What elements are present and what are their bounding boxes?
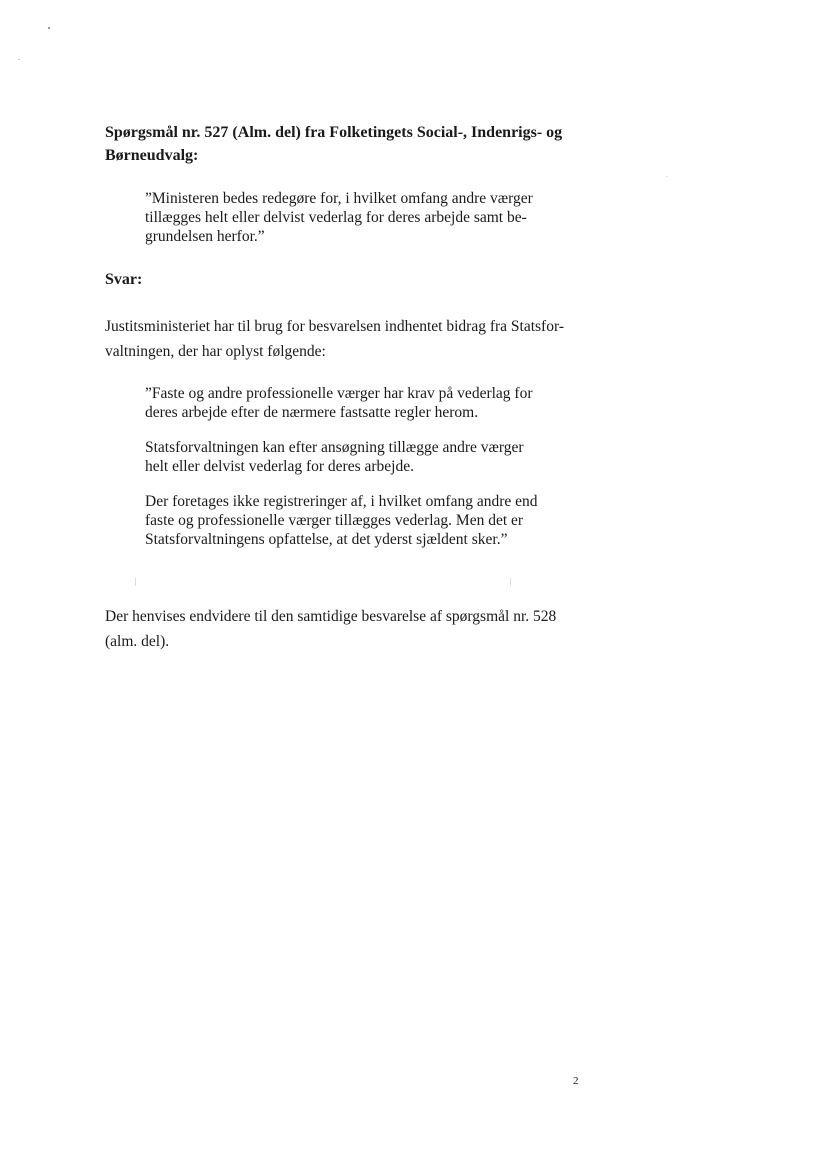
answer-intro-paragraph — [105, 314, 605, 364]
answer-quote-line: faste og professionelle værger tillægges vederlag. Men det er — [145, 512, 524, 529]
reference-line: Der henvises endvidere til den samtidige besvarelse af spørgsmål nr. 528 — [105, 608, 557, 625]
page-number: 2 — [573, 1075, 579, 1087]
scan-speck — [48, 27, 50, 29]
question-quote — [145, 189, 565, 246]
answer-quote-paragraph-3 — [145, 492, 565, 549]
answer-quote-line: deres arbejde efter de nærmere fastsatte regler herom. — [145, 404, 479, 421]
question-heading-line: Spørgsmål nr. 527 (Alm. del) fra Folketingets Social-, Indenrigs- og — [105, 124, 563, 141]
scan-speck — [666, 176, 668, 177]
answer-quote-line: helt eller delvist vederlag for deres arbejde. — [145, 458, 414, 475]
answer-quote-line: Der foretages ikke registreringer af, i hvilket omfang andre end — [145, 493, 538, 510]
scan-speck — [135, 578, 136, 586]
intro-line: valtningen, der har oplyst følgende: — [105, 343, 326, 360]
scan-speck — [510, 578, 511, 586]
question-line: grundelsen herfor.” — [145, 228, 265, 245]
question-heading — [105, 121, 605, 167]
answer-quote-line: Statsforvaltningen kan efter ansøgning tillægge andre værger — [145, 439, 524, 456]
answer-quote-paragraph-1 — [145, 384, 565, 422]
question-line: tillægges helt eller delvist vederlag for deres arbejde samt be- — [145, 209, 527, 226]
question-line: ”Ministeren bedes redegøre for, i hvilket omfang andre værger — [145, 190, 533, 207]
reference-paragraph — [105, 604, 605, 654]
question-heading-line: Børneudvalg: — [105, 147, 199, 164]
question-text — [145, 189, 565, 246]
answer-quote — [145, 384, 565, 549]
scan-speck — [18, 59, 20, 60]
answer-quote-line: ”Faste og andre professionelle værger har krav på vederlag for — [145, 385, 533, 402]
answer-quote-paragraph-2 — [145, 438, 565, 476]
intro-line: Justitsministeriet har til brug for besvarelsen indhentet bidrag fra Statsfor- — [105, 318, 564, 335]
answer-quote-line: Statsforvaltningens opfattelse, at det yderst sjældent sker.” — [145, 531, 508, 548]
answer-label: Svar: — [105, 271, 143, 288]
reference-line: (alm. del). — [105, 633, 170, 650]
